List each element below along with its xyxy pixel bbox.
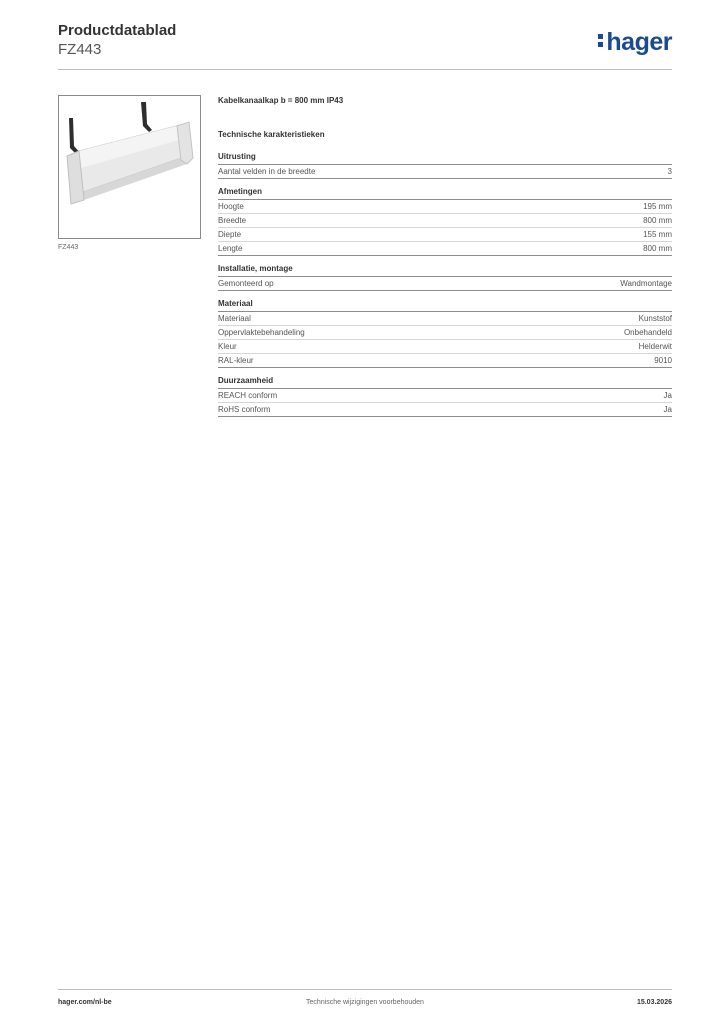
logo-text: hager: [606, 28, 672, 56]
spec-sections: [218, 152, 672, 417]
spec-value: 195 mm: [643, 202, 672, 211]
spec-row: [218, 165, 672, 179]
spec-section: [218, 187, 672, 256]
spec-row: [218, 312, 672, 326]
spec-value: 155 mm: [643, 230, 672, 239]
spec-label: REACH conform: [218, 391, 278, 400]
spec-row: [218, 277, 672, 291]
logo-dots-icon: [598, 34, 604, 50]
document-title: Productdatablad: [58, 22, 177, 39]
spec-label: Oppervlaktebehandeling: [218, 328, 305, 337]
spec-row: [218, 403, 672, 417]
spec-label: Lengte: [218, 244, 243, 253]
spec-row: [218, 340, 672, 354]
spec-value: Ja: [663, 405, 672, 414]
section-title: Materiaal: [218, 299, 672, 312]
spec-row: [218, 354, 672, 368]
product-name: Kabelkanaalkap b = 800 mm IP43: [218, 96, 344, 105]
spec-value: Onbehandeld: [623, 328, 672, 337]
image-caption: FZ443: [58, 244, 79, 251]
footer-notice: Technische wijzigingen voorbehouden: [306, 999, 424, 1006]
spec-label: Kleur: [218, 342, 237, 351]
hager-logo: [598, 28, 672, 57]
spec-section: [218, 264, 672, 291]
spec-row: [218, 228, 672, 242]
spec-value: 3: [667, 167, 672, 176]
page-footer: [58, 989, 672, 1006]
cable-duct-cover-icon: [59, 96, 200, 238]
spec-row: [218, 389, 672, 403]
spec-row: [218, 200, 672, 214]
footer-date: 15.03.2026: [636, 999, 672, 1006]
spec-section: [218, 376, 672, 417]
spec-label: Materiaal: [218, 314, 251, 323]
spec-row: [218, 214, 672, 228]
spec-section: [218, 299, 672, 368]
spec-label: Diepte: [218, 230, 242, 239]
product-details: [218, 96, 672, 417]
spec-value: 800 mm: [643, 244, 672, 253]
product-code: FZ443: [58, 41, 102, 58]
spec-label: Aantal velden in de breedte: [218, 167, 316, 176]
section-title: Uitrusting: [218, 152, 672, 165]
footer-website: hager.com/nl-be: [58, 999, 112, 1006]
spec-row: [218, 326, 672, 340]
spec-row: [218, 242, 672, 256]
product-image: [58, 95, 201, 239]
section-title: Installatie, montage: [218, 264, 672, 277]
page-header: [58, 20, 672, 70]
spec-value: Ja: [663, 391, 672, 400]
spec-value: Wandmontage: [620, 279, 672, 288]
spec-section: [218, 152, 672, 179]
spec-label: RoHS conform: [218, 405, 271, 414]
section-title: Duurzaamheid: [218, 376, 672, 389]
spec-label: Breedte: [218, 216, 247, 225]
spec-value: Helderwit: [638, 342, 672, 351]
spec-label: RAL-kleur: [218, 356, 254, 365]
spec-value: 800 mm: [643, 216, 672, 225]
section-title: Afmetingen: [218, 187, 672, 200]
spec-value: 9010: [654, 356, 672, 365]
spec-value: Kunststof: [638, 314, 672, 323]
spec-heading: Technische karakteristieken: [218, 130, 325, 139]
spec-label: Hoogte: [218, 202, 244, 211]
spec-label: Gemonteerd op: [218, 279, 274, 288]
